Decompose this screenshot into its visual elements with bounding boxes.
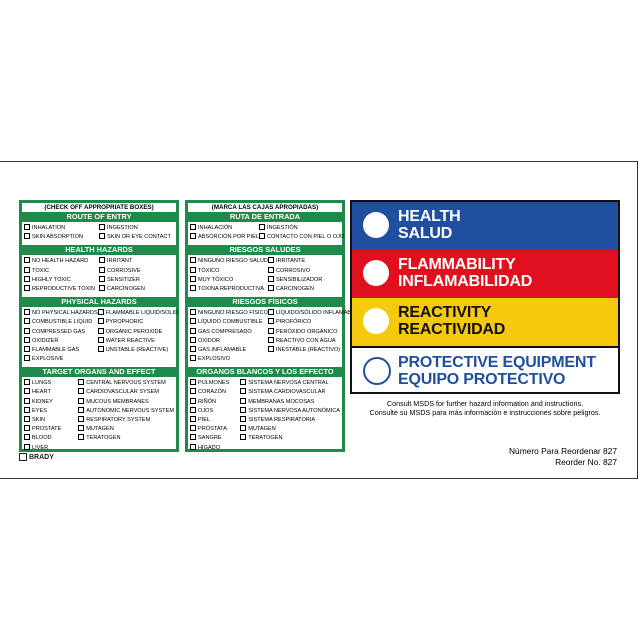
checkbox-icon[interactable] [24,407,30,413]
checkbox-icon[interactable] [190,434,196,440]
reactivity-band [352,298,618,346]
checklist-item[interactable] [24,388,78,397]
checklist-grid [188,307,352,367]
checklist-item[interactable] [240,398,340,407]
checklist-item-label: INESTABLE (REACTIVO) [275,346,341,353]
checklist-item[interactable] [99,224,174,233]
checklist-item-label: PERÓXIDO ORGÁNICO [275,328,338,335]
checkbox-icon[interactable] [78,379,84,385]
checkbox-icon[interactable] [190,444,196,450]
checklist-item-label: FLAMMABLE GAS [32,346,80,353]
checklist-item-label: HEART [32,389,51,396]
checklist-item-label: TOXINA REPRODUCTIVA [198,285,264,292]
checkbox-icon[interactable] [190,355,196,361]
checklist-item[interactable] [78,379,174,388]
checklist-item[interactable] [190,309,268,318]
checklist-item[interactable] [190,276,268,285]
checklist-item[interactable] [190,346,268,355]
checklist-item-label: LÍQUIDO COMBUSTIBLE [198,319,263,326]
checklist-item-label: ABSORCIÓN POR PIEL [198,234,259,241]
section-title: TARGET ORGANS AND EFFECT [22,367,176,377]
checklist-item[interactable] [24,267,99,276]
checklist-item-label: ORGANIC PEROXIDE [105,328,163,335]
checkbox-icon[interactable] [190,318,196,324]
checklist-item-label: RIÑÓN [198,398,217,405]
checklist-item-label: SISTEMA CARDIOVASCULAR [248,389,326,396]
checkbox-icon[interactable] [240,407,246,413]
checkbox-icon[interactable] [78,434,84,440]
checkbox-icon[interactable] [98,318,104,324]
health-band [352,202,618,250]
checkbox-icon[interactable] [78,416,84,422]
checklist-item-label: WATER REACTIVE [105,337,155,344]
checklist-item[interactable] [24,285,99,294]
checklist-item-label: TÓXICO [198,267,220,274]
checklist-item[interactable] [190,267,268,276]
checklist-item-label: INGESTION [107,225,138,231]
checkbox-icon[interactable] [24,434,30,440]
checklist-item-label: GAS COMPRESADO [198,328,252,335]
checklist-item-label: CARCINOGEN [275,285,314,292]
checklist-grid [22,307,179,367]
checklist-item-label: EXPLOSIVE [32,356,64,363]
checklist-item[interactable] [240,425,340,434]
checklist-item[interactable] [24,328,98,337]
checklist-item-label: AUTONOMIC NERVOUS SYSTEM [86,407,174,414]
checkbox-icon[interactable] [24,337,30,343]
section-title: ROUTE OF ENTRY [22,212,176,222]
checklist-item[interactable] [268,285,340,294]
checklist-item-label: SENSIBILIZADOR [275,276,323,283]
checkbox-icon[interactable] [190,337,196,343]
checklist-item-label: PIROFÓRICO [275,319,312,326]
rating-circle-icon [363,260,389,286]
checklist-item-label: MUY TÓXICO [198,276,234,283]
checklist-item-label: MUTAGEN [86,426,114,433]
checklist-item[interactable] [190,355,268,364]
checkbox-icon[interactable] [190,388,196,394]
checkbox-icon[interactable] [268,318,274,324]
checklist-item[interactable] [78,425,174,434]
checklist-item-label: IRRITANT [107,258,133,265]
checkbox-icon[interactable] [190,309,196,315]
checklist-item-label: TERATOGEN [86,435,121,442]
checkbox-icon[interactable] [99,267,105,273]
checklist-item-label: CORROSIVO [275,267,311,274]
checkbox-icon[interactable] [240,434,246,440]
checkbox-icon[interactable] [190,224,196,230]
checklist-item-label: EXPLOSIVO [198,356,231,363]
checklist-item[interactable] [190,444,240,453]
checklist-item-label: MUCOUS MEMBRANES [86,398,149,405]
checkbox-icon[interactable] [259,233,265,239]
checkbox-icon[interactable] [78,407,84,413]
checklist-item-label: OXIDOR [198,337,221,344]
spanish-sections [188,212,352,456]
checkbox-icon[interactable] [240,416,246,422]
checklist-item-label: CENTRAL NERVOUS SYSTEM [86,380,166,387]
checklist-item[interactable] [24,444,78,453]
checkbox-icon[interactable] [99,224,105,230]
checklist-item[interactable] [98,328,178,337]
checkbox-icon[interactable] [98,328,104,334]
checkbox-icon[interactable] [24,267,30,273]
checklist-item-label: NINGUNO RIESGO SALUD [198,258,268,265]
checkbox-icon[interactable] [24,318,30,324]
flammability-title: FLAMMABILITY INFLAMABILIDAD [398,256,533,290]
checkbox-icon[interactable] [99,276,105,282]
checklist-item[interactable] [24,398,78,407]
checklist-item[interactable] [24,425,78,434]
checkbox-icon[interactable] [190,398,196,404]
checklist-item-label: PIEL [198,417,211,423]
checklist-item[interactable] [268,257,340,266]
checklist-item[interactable] [190,398,240,407]
checklist-item-label: LÍQUIDO/SÓLIDO INFLAMAB [275,310,352,317]
checklist-item-label: CARDIOVASCULAR SYSEM [86,389,159,396]
checkbox-icon[interactable] [190,267,196,273]
checklist-grid [22,377,176,456]
protective-equipment-band [352,346,618,392]
brand-logo: BRADY [19,453,54,461]
panel-header: (MARCA LAS CAJAS APROPIADAS) [211,204,319,211]
checklist-item[interactable] [190,407,240,416]
checkbox-icon[interactable] [24,233,30,239]
checklist-item-label: CORROSIVE [107,267,141,274]
checkbox-icon[interactable] [98,337,104,343]
checklist-item[interactable] [99,285,174,294]
reactivity-title: REACTIVITY REACTIVIDAD [398,304,506,338]
spanish-checklist-panel [185,200,352,452]
checklist-item-label: SKIN [32,417,46,423]
checkbox-icon[interactable] [24,276,30,282]
checklist-item[interactable] [98,318,178,327]
checklist-item[interactable] [24,337,98,346]
checklist-item-label: SANGRE [198,435,222,442]
checklist-item-label: PRÓSTATA [198,426,227,433]
checklist-item-label: REPRODUCTIVE TOXIN [32,285,95,292]
checklist-item[interactable] [99,267,174,276]
checkbox-icon[interactable] [240,425,246,431]
checklist-item-label: EYES [32,407,47,414]
checklist-item-label: REACTIVO CON AGUA [275,337,336,344]
checkbox-icon[interactable] [190,328,196,334]
checklist-item-label: OXIDIZER [32,337,59,344]
reorder-number: Número Para Reordenar 827 Reorder No. 827 [508,446,617,467]
section-title: ORGANOS BLANCOS Y LOS EFFECTO [188,367,342,377]
checkbox-icon[interactable] [99,285,105,291]
checkbox-icon[interactable] [24,309,30,315]
checklist-item[interactable] [78,416,174,425]
checklist-item[interactable] [99,233,174,242]
checkbox-icon[interactable] [24,425,30,431]
checklist-item-label: GAS INFLAMABLE [198,346,247,353]
checkbox-icon[interactable] [268,257,274,263]
checklist-item[interactable] [190,328,268,337]
checklist-item[interactable] [240,434,340,443]
checkbox-icon[interactable] [268,276,274,282]
english-sections [22,212,179,456]
checkbox-icon[interactable] [24,444,30,450]
health-title: HEALTH SALUD [398,208,461,242]
checklist-item[interactable] [190,416,240,425]
consult-msds-note: Consult MSDS for further hazard information and instructions. Consulte su MSDS para más información e instrucciones sobre peligros. [369,399,601,417]
checkbox-icon[interactable] [190,416,196,422]
checklist-item[interactable] [240,379,340,388]
checklist-item-label: INHALATION [32,225,66,231]
section-title: RIESGOS SALUDES [188,245,342,255]
checkbox-icon[interactable] [24,355,30,361]
checklist-item[interactable] [24,257,99,266]
checklist-grid [188,222,345,245]
hazard-rating-block [350,200,620,394]
checklist-item-label: LUNGS [32,380,52,387]
checkbox-icon[interactable] [190,425,196,431]
checklist-item[interactable] [24,224,99,233]
checklist-item[interactable] [268,318,351,327]
checklist-item[interactable] [190,224,259,233]
checklist-grid [22,222,176,245]
checklist-item-label: NO PHYSICAL HAZARDS [32,310,98,317]
rating-circle-icon [363,212,389,238]
checklist-item-label: TERATOGEN [248,435,283,442]
checklist-item-label: MEMBRANAS MOCOSAS [248,398,315,405]
checklist-item[interactable] [240,416,340,425]
checklist-item-label: PYROPHORIC [105,319,144,326]
checklist-item[interactable] [259,224,344,233]
checklist-item[interactable] [78,398,174,407]
checklist-item[interactable] [240,407,340,416]
checklist-item[interactable] [99,276,174,285]
checkbox-icon[interactable] [268,337,274,343]
checkbox-icon[interactable] [190,285,196,291]
checklist-item[interactable] [268,267,340,276]
checklist-grid [188,255,342,297]
checklist-item[interactable] [190,285,268,294]
checkbox-icon[interactable] [78,388,84,394]
checklist-item-label: INHALACIÓN [198,225,233,231]
checklist-item[interactable] [24,434,78,443]
checkbox-icon[interactable] [190,276,196,282]
checkbox-icon[interactable] [240,379,246,385]
rating-circle-icon [363,357,391,385]
checkbox-icon[interactable] [24,416,30,422]
english-checklist-panel [19,200,179,452]
checkbox-icon[interactable] [98,309,104,315]
checklist-item[interactable] [24,416,78,425]
checkbox-icon[interactable] [240,388,246,394]
checklist-item[interactable] [240,388,340,397]
checklist-item[interactable] [259,233,344,242]
checkbox-icon[interactable] [24,328,30,334]
checklist-item[interactable] [24,379,78,388]
checkbox-icon[interactable] [190,407,196,413]
checkbox-icon[interactable] [99,233,105,239]
checkbox-icon[interactable] [268,346,274,352]
checklist-item[interactable] [24,309,98,318]
checkbox-icon[interactable] [190,257,196,263]
checklist-item[interactable] [190,425,240,434]
checklist-item-label: NINGUNO RIESGO FÍSICO [198,310,268,317]
checklist-grid [22,255,176,297]
section-title: RUTA DE ENTRADA [188,212,342,222]
checkbox-icon[interactable] [268,309,274,315]
checklist-item-label: KIDNEY [32,398,53,405]
checkbox-icon[interactable] [268,267,274,273]
checklist-item[interactable] [268,328,351,337]
checklist-item[interactable] [268,337,351,346]
checkbox-icon[interactable] [24,224,30,230]
checklist-item-label: RESPIRATORY SYSTEM [86,417,151,423]
checklist-item-label: FLAMMABLE LIQUID/SOLID [105,310,179,317]
checklist-item[interactable] [98,346,178,355]
checklist-item[interactable] [98,309,178,318]
checkbox-icon[interactable] [24,257,30,263]
checklist-item[interactable] [24,346,98,355]
checklist-item[interactable] [99,257,174,266]
checklist-item[interactable] [190,337,268,346]
checklist-item-label: BLOOD [32,435,52,442]
checklist-item[interactable] [78,407,174,416]
checklist-item[interactable] [190,388,240,397]
checkbox-icon[interactable] [268,285,274,291]
checklist-item-label: CORAZÓN [198,389,226,396]
checklist-item-label: SKIN ABSORPTION [32,234,83,241]
checklist-item-label: SKIN OR EYE CONTACT [107,234,171,241]
checklist-item[interactable] [24,355,98,364]
checklist-item-label: HÍGADO [198,444,221,451]
checklist-item-label: PROSTATE [32,426,62,433]
checkbox-icon[interactable] [99,257,105,263]
checkbox-icon[interactable] [98,346,104,352]
checklist-item[interactable] [268,346,351,355]
checkbox-icon[interactable] [24,398,30,404]
checklist-item[interactable] [24,233,99,242]
checklist-item-label: OJOS [198,407,214,414]
checklist-item[interactable] [268,309,351,318]
checklist-item-label: COMPRESSED GAS [32,328,86,335]
checklist-item-label: SISTEMA RESPIRATORIA [248,417,316,423]
checklist-item[interactable] [24,318,98,327]
checklist-item-label: SISTEMA NERVOSA AUTONÓMICA [248,407,340,414]
checkbox-icon[interactable] [268,328,274,334]
checklist-item[interactable] [98,337,178,346]
protective-equipment-title: PROTECTIVE EQUIPMENT EQUIPO PROTECTIVO [398,354,596,388]
checkbox-icon[interactable] [259,224,265,230]
checklist-item[interactable] [24,407,78,416]
checkbox-icon[interactable] [78,398,84,404]
checklist-item-label: SENSITIZER [107,276,140,283]
checklist-item-label: CONTACTO CON PIEL O OJO [266,234,345,241]
checkbox-icon[interactable] [240,398,246,404]
section-title: PHYSICAL HAZARDS [22,297,176,307]
flammability-band [352,250,618,298]
checklist-item-label: UNSTABLE (REACTIVE) [105,346,169,353]
checkbox-icon[interactable] [190,233,196,239]
checkbox-icon[interactable] [24,388,30,394]
section-title: RIESGOS FÍSICOS [188,297,342,307]
checklist-item-label: LIVER [32,444,49,451]
checklist-item[interactable] [78,388,174,397]
checkbox-icon[interactable] [78,425,84,431]
panel-header: (CHECK OFF APPROPRIATE BOXES) [44,204,154,211]
hazard-label-sheet [0,161,638,479]
checkbox-icon[interactable] [24,346,30,352]
checklist-item-label: COMBUSTIBLE LIQUID [32,319,93,326]
checklist-grid [188,377,342,456]
checkbox-icon[interactable] [190,379,196,385]
checklist-item-label: MUTAGEN [248,426,276,433]
checklist-item-label: IRRITANTE [275,258,306,265]
checkbox-icon[interactable] [190,346,196,352]
checkbox-icon[interactable] [24,379,30,385]
checklist-item-label: PULMONES [198,380,230,387]
brady-mark-icon [19,453,27,461]
rating-circle-icon [363,308,389,334]
checklist-item-label: TOXIC [32,267,49,274]
checklist-item-label: HIGHLY TOXIC [32,276,71,283]
checklist-item-label: INGESTIÓN [266,225,298,231]
checklist-item[interactable] [78,434,174,443]
checklist-item[interactable] [190,318,268,327]
checklist-item[interactable] [190,434,240,443]
checklist-item[interactable] [190,379,240,388]
checklist-item-label: SISTEMA NERVOSA CENTRAL [248,380,329,387]
section-title: HEALTH HAZARDS [22,245,176,255]
checkbox-icon[interactable] [24,285,30,291]
checklist-item[interactable] [268,276,340,285]
checklist-item-label: NO HEALTH HAZARD [32,258,89,265]
checklist-item[interactable] [24,276,99,285]
checklist-item-label: CARCINOGEN [107,285,145,292]
checklist-item[interactable] [190,257,268,266]
checklist-item[interactable] [190,233,259,242]
